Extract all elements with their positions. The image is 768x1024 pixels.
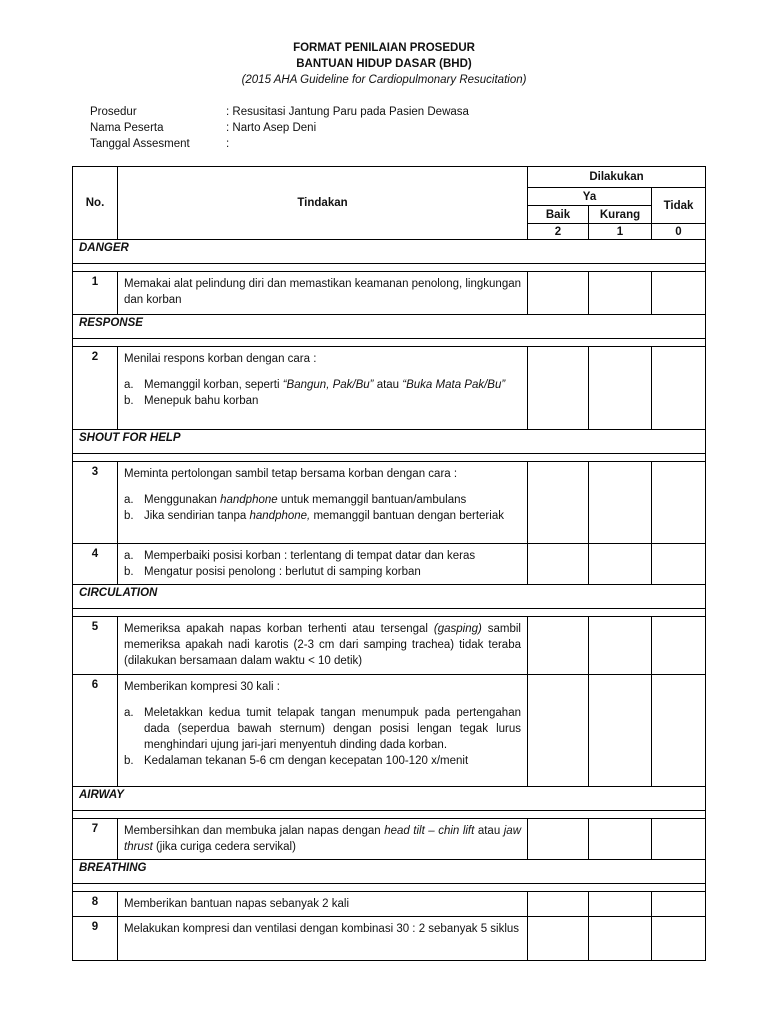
item-number: 4	[73, 544, 118, 585]
item-row-8	[73, 892, 706, 917]
spacer-row	[73, 339, 706, 347]
item-action	[118, 544, 528, 585]
item-row-2	[73, 347, 706, 430]
sub-item-b	[124, 393, 521, 409]
sub-letter: a.	[124, 379, 134, 391]
score-cell-good[interactable]	[528, 892, 589, 917]
item-number: 6	[73, 675, 118, 787]
sub-text-italic: “Buka Mata Pak/Bu”	[402, 379, 506, 391]
score-cell-no[interactable]	[652, 462, 706, 544]
score-no: 0	[652, 224, 706, 240]
item-action: Memberikan bantuan napas sebanyak 2 kali	[118, 892, 528, 917]
item-action: Memakai alat pelindung diri dan memastikan keamanan penolong, lingkungan dan korban	[118, 272, 528, 315]
item-row-5	[73, 617, 706, 675]
section-response	[73, 315, 706, 339]
sub-text: Memanggil korban, seperti	[144, 379, 283, 391]
item-text: atau	[474, 825, 504, 837]
score-cell-good[interactable]	[528, 917, 589, 961]
section-danger	[73, 240, 706, 264]
sub-text: Meletakkan kedua tumit telapak tangan menumpuk pada pertengahan dada (seperdua bawah sternum) dengan posisi lengan tegak lurus menghindari ujung jari-jari menyentuh dinding dada korban.	[144, 707, 521, 751]
col-header-not-done: Tidak	[652, 188, 706, 224]
meta-value: :	[226, 138, 230, 150]
section-circulation	[73, 585, 706, 609]
item-text: sambil memeriksa apakah nadi karotis (2-3 cm dari samping trachea) tidak teraba (dilakukan bersamaan dalam waktu < 10 detik)	[124, 623, 521, 667]
item-number: 8	[73, 892, 118, 917]
meta-value: : Narto Asep Deni	[226, 122, 317, 134]
score-cell-less[interactable]	[589, 347, 652, 430]
meta-row-nama	[90, 120, 469, 136]
spacer-row	[73, 811, 706, 819]
spacer-row	[73, 264, 706, 272]
score-cell-no[interactable]	[652, 617, 706, 675]
col-header-action: Tindakan	[118, 167, 528, 240]
item-row-3	[73, 462, 706, 544]
title-line-1: FORMAT PENILAIAN PROSEDUR	[293, 42, 475, 54]
section-label: DANGER	[73, 240, 706, 264]
sub-letter: b.	[124, 566, 134, 578]
section-label: BREATHING	[73, 860, 706, 884]
score-cell-good[interactable]	[528, 272, 589, 315]
sub-text: untuk memanggil bantuan/ambulans	[277, 494, 467, 506]
score-cell-good[interactable]	[528, 617, 589, 675]
col-header-no: No.	[73, 167, 118, 240]
item-number: 1	[73, 272, 118, 315]
col-header-less: Kurang	[589, 206, 652, 224]
col-header-good: Baik	[528, 206, 589, 224]
sub-item-b	[124, 564, 521, 580]
sub-item-a	[124, 492, 521, 508]
sub-item-b	[124, 753, 521, 769]
score-cell-no[interactable]	[652, 892, 706, 917]
sub-letter: a.	[124, 494, 134, 506]
item-number: 5	[73, 617, 118, 675]
meta-label: Tanggal Assesment	[90, 138, 190, 150]
section-label: RESPONSE	[73, 315, 706, 339]
sub-text: Jika sendirian tanpa	[144, 510, 250, 522]
item-lead-text: Memberikan kompresi 30 kali :	[124, 681, 280, 693]
section-label: CIRCULATION	[73, 585, 706, 609]
item-action	[118, 462, 528, 544]
col-header-done: Dilakukan	[528, 167, 706, 188]
section-airway	[73, 787, 706, 811]
sub-text-italic: “Bangun, Pak/Bu”	[282, 379, 374, 391]
spacer-row	[73, 884, 706, 892]
score-cell-good[interactable]	[528, 347, 589, 430]
meta-row-prosedur	[90, 104, 469, 120]
score-cell-no[interactable]	[652, 917, 706, 961]
score-cell-less[interactable]	[589, 819, 652, 860]
item-lead-text: Menilai respons korban dengan cara :	[124, 353, 317, 365]
sub-letter: b.	[124, 755, 134, 767]
score-cell-no[interactable]	[652, 675, 706, 787]
sub-text: Memperbaiki posisi korban : terlentang di tempat datar dan keras	[144, 550, 476, 562]
score-cell-less[interactable]	[589, 617, 652, 675]
sub-text-italic: handphone	[220, 494, 278, 506]
section-label: SHOUT FOR HELP	[73, 430, 706, 454]
item-action	[118, 819, 528, 860]
item-text: (jika curiga cedera servikal)	[152, 841, 296, 853]
assessment-table	[72, 166, 706, 961]
item-number: 9	[73, 917, 118, 961]
score-cell-less[interactable]	[589, 272, 652, 315]
sub-text: atau	[373, 379, 403, 391]
item-text-italic: (gasping)	[433, 623, 482, 635]
spacer-row	[73, 609, 706, 617]
item-row-9	[73, 917, 706, 961]
score-cell-good[interactable]	[528, 675, 589, 787]
item-number: 2	[73, 347, 118, 430]
item-row-1	[73, 272, 706, 315]
item-number: 7	[73, 819, 118, 860]
score-less: 1	[589, 224, 652, 240]
score-cell-no[interactable]	[652, 544, 706, 585]
col-header-yes: Ya	[528, 188, 652, 206]
meta-info	[90, 104, 469, 152]
meta-label: Nama Peserta	[90, 122, 164, 134]
item-lead-text: Meminta pertolongan sambil tetap bersama korban dengan cara :	[124, 468, 458, 480]
section-breathing	[73, 860, 706, 884]
item-text-italic: jaw thrust	[124, 825, 522, 853]
item-text: Membersihkan dan membuka jalan napas dengan	[124, 825, 385, 837]
document-header	[0, 40, 768, 89]
meta-row-tanggal	[90, 136, 469, 152]
item-number: 3	[73, 462, 118, 544]
score-cell-good[interactable]	[528, 819, 589, 860]
score-cell-less[interactable]	[589, 544, 652, 585]
item-row-6	[73, 675, 706, 787]
sub-text: Menggunakan	[144, 494, 221, 506]
sub-letter: b.	[124, 510, 134, 522]
sub-text: memanggil bantuan dengan berteriak	[310, 510, 504, 522]
item-action	[118, 347, 528, 430]
item-row-4	[73, 544, 706, 585]
sub-text: Menepuk bahu korban	[144, 395, 259, 407]
item-action: Melakukan kompresi dan ventilasi dengan kombinasi 30 : 2 sebanyak 5 siklus	[118, 917, 528, 961]
item-action	[118, 617, 528, 675]
title-line-2: BANTUAN HIDUP DASAR (BHD)	[296, 58, 472, 70]
meta-value: : Resusitasi Jantung Paru pada Pasien Dewasa	[226, 106, 469, 118]
spacer-row	[73, 454, 706, 462]
score-cell-no[interactable]	[652, 272, 706, 315]
score-cell-less[interactable]	[589, 892, 652, 917]
sub-letter: a.	[124, 550, 134, 562]
score-good: 2	[528, 224, 589, 240]
sub-item-a	[124, 377, 521, 393]
score-cell-no[interactable]	[652, 347, 706, 430]
sub-item-a	[124, 705, 521, 753]
score-cell-less[interactable]	[589, 917, 652, 961]
sub-letter: b.	[124, 395, 134, 407]
score-cell-good[interactable]	[528, 462, 589, 544]
item-text-italic: head tilt – chin lift	[384, 825, 475, 837]
score-cell-no[interactable]	[652, 819, 706, 860]
sub-text: Kedalaman tekanan 5-6 cm dengan kecepatan 100-120 x/menit	[144, 755, 469, 767]
item-action	[118, 675, 528, 787]
meta-label: Prosedur	[90, 106, 137, 118]
item-row-7	[73, 819, 706, 860]
sub-item-b	[124, 508, 521, 524]
score-cell-good[interactable]	[528, 544, 589, 585]
score-cell-less[interactable]	[589, 462, 652, 544]
subtitle: (2015 AHA Guideline for Cardiopulmonary Resucitation)	[241, 74, 527, 86]
sub-letter: a.	[124, 707, 134, 719]
header-row-1	[73, 167, 706, 188]
section-shout-for-help	[73, 430, 706, 454]
score-cell-less[interactable]	[589, 675, 652, 787]
sub-text-italic: handphone,	[249, 510, 311, 522]
sub-text: Mengatur posisi penolong : berlutut di samping korban	[144, 566, 421, 578]
section-label: AIRWAY	[73, 787, 706, 811]
sub-item-a	[124, 548, 521, 564]
item-text: Memeriksa apakah napas korban terhenti atau tersengal	[124, 623, 434, 635]
